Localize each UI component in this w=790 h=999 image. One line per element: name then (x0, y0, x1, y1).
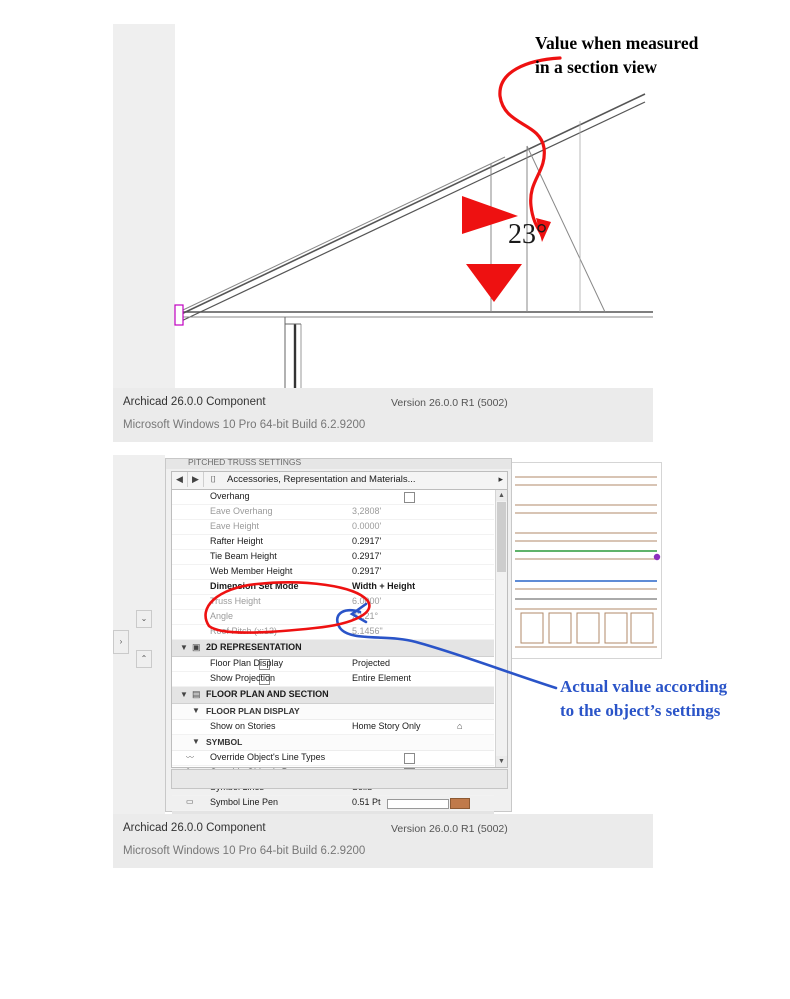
blue-note-line-2: to the object’s settings (560, 701, 721, 720)
dialog-navbar[interactable] (171, 471, 508, 490)
bottom-version-label: Version 26.0.0 R1 (5002) (391, 823, 508, 835)
collapse-triangle-icon[interactable]: ▼ (192, 737, 200, 746)
settings-row-value[interactable]: 0.2917' (352, 551, 382, 561)
dialog-title: PITCHED TRUSS SETTINGS (188, 457, 302, 467)
scroll-down-icon[interactable]: ▼ (496, 756, 507, 767)
settings-row-value[interactable]: 6.0000' (352, 596, 382, 606)
settings-row-label: Roof Pitch (x:12) (210, 626, 278, 636)
group-label: 2D REPRESENTATION (206, 642, 302, 652)
top-version-label: Version 26.0.0 R1 (5002) (391, 397, 508, 409)
collapse-triangle-icon[interactable]: ▼ (192, 706, 200, 715)
angle-value-label: 23° (508, 219, 548, 250)
row-icon: 〰 (186, 753, 194, 762)
nav-forward-icon[interactable]: ▶ (188, 472, 204, 487)
settings-row[interactable] (172, 535, 494, 550)
settings-row-value[interactable]: 0.51 Pt (352, 797, 381, 807)
settings-row-value[interactable]: Home Story Only (352, 721, 421, 731)
settings-row-value[interactable]: Width + Height (352, 581, 416, 591)
collapse-triangle-icon[interactable]: ▼ (180, 643, 188, 652)
subgroup-header-floor-plan-display[interactable] (172, 704, 494, 720)
settings-row-value[interactable]: 5.1456" (352, 626, 383, 636)
row-icon: ▭ (186, 797, 194, 806)
bottom-info-bar (113, 814, 653, 868)
settings-row-value[interactable]: 0.2917' (352, 566, 382, 576)
settings-row-label: Overhang (210, 491, 250, 501)
bottom-component-label: Archicad 26.0.0 Component (123, 822, 266, 834)
nav-page-icon: ⌷ (206, 472, 221, 487)
settings-row-label: Override Object's Line Types (210, 752, 326, 762)
settings-row-value[interactable]: 0.0000' (352, 521, 382, 531)
side-tab-down[interactable]: ⌃ (136, 650, 152, 668)
group-label: FLOOR PLAN AND SECTION (206, 689, 329, 699)
settings-row-value[interactable]: 23.21° (352, 611, 379, 621)
settings-row-value[interactable]: Entire Element (352, 673, 412, 683)
settings-row-value[interactable]: Projected (352, 658, 391, 668)
subgroup-label: SYMBOL (206, 737, 243, 747)
red-note-line-1: Value when measured (535, 33, 699, 53)
settings-row-value[interactable]: 0.2917' (352, 536, 382, 546)
settings-row-label: Rafter Height (210, 536, 264, 546)
dialog-bottom-bar (171, 769, 508, 789)
settings-row-label: Eave Overhang (210, 506, 273, 516)
scroll-thumb[interactable] (497, 502, 506, 572)
pen-preview (387, 799, 449, 809)
subgroup-label: FLOOR PLAN DISPLAY (206, 706, 300, 716)
group-icon: ▤ (192, 689, 201, 699)
settings-row-value[interactable]: 3,2808' (352, 506, 382, 516)
chevron-right-icon[interactable]: ▸ (498, 474, 503, 484)
settings-row-label: Show on Stories (210, 721, 276, 731)
settings-row-label: Tie Beam Height (210, 551, 277, 561)
settings-row[interactable] (172, 751, 494, 766)
collapse-triangle-icon[interactable]: ▼ (180, 690, 188, 699)
settings-row-checkbox[interactable] (404, 753, 415, 764)
red-triangle-down (460, 258, 530, 308)
settings-row-label: Eave Height (210, 521, 260, 531)
settings-row[interactable] (172, 550, 494, 565)
top-os-label: Microsoft Windows 10 Pro 64-bit Build 6.2.9200 (123, 419, 366, 431)
settings-row-label: Show Projection (210, 673, 276, 683)
home-story-icon: ⌂ (457, 721, 463, 731)
side-tab-expand[interactable]: › (113, 630, 129, 654)
settings-row-label: Floor Plan Display (210, 658, 284, 668)
settings-row-label: Web Member Height (210, 566, 293, 576)
top-info-bar (113, 388, 653, 442)
settings-row[interactable] (172, 720, 494, 735)
nav-section-title[interactable]: Accessories, Representation and Materials... (227, 474, 416, 485)
settings-row[interactable] (172, 490, 494, 505)
settings-row-label: Symbol Line Pen (210, 797, 279, 807)
settings-row-checkbox[interactable] (404, 492, 415, 503)
group-icon: ▣ (192, 642, 201, 652)
red-note-line-2: in a section view (535, 57, 658, 77)
scroll-up-icon[interactable]: ▲ (496, 490, 507, 501)
subgroup-header-symbol[interactable] (172, 735, 494, 751)
settings-row-label: Dimension Set Mode (210, 581, 299, 591)
red-ellipse-highlight (195, 578, 380, 636)
bottom-os-label: Microsoft Windows 10 Pro 64-bit Build 6.2.9200 (123, 845, 366, 857)
top-component-label: Archicad 26.0.0 Component (123, 396, 266, 408)
blue-note-line-1: Actual value according (560, 677, 728, 696)
nav-back-icon[interactable]: ◀ (172, 472, 188, 487)
top-panel-left-gutter (113, 24, 175, 394)
settings-row-label: Angle (210, 611, 234, 621)
settings-row-label: Truss Height (210, 596, 261, 606)
side-tab-up[interactable]: ⌄ (136, 610, 152, 628)
dialog-title-strip (166, 459, 511, 469)
pen-color-swatch[interactable] (450, 798, 470, 809)
settings-row[interactable] (172, 796, 494, 811)
settings-row[interactable] (172, 505, 494, 520)
settings-row[interactable] (172, 520, 494, 535)
